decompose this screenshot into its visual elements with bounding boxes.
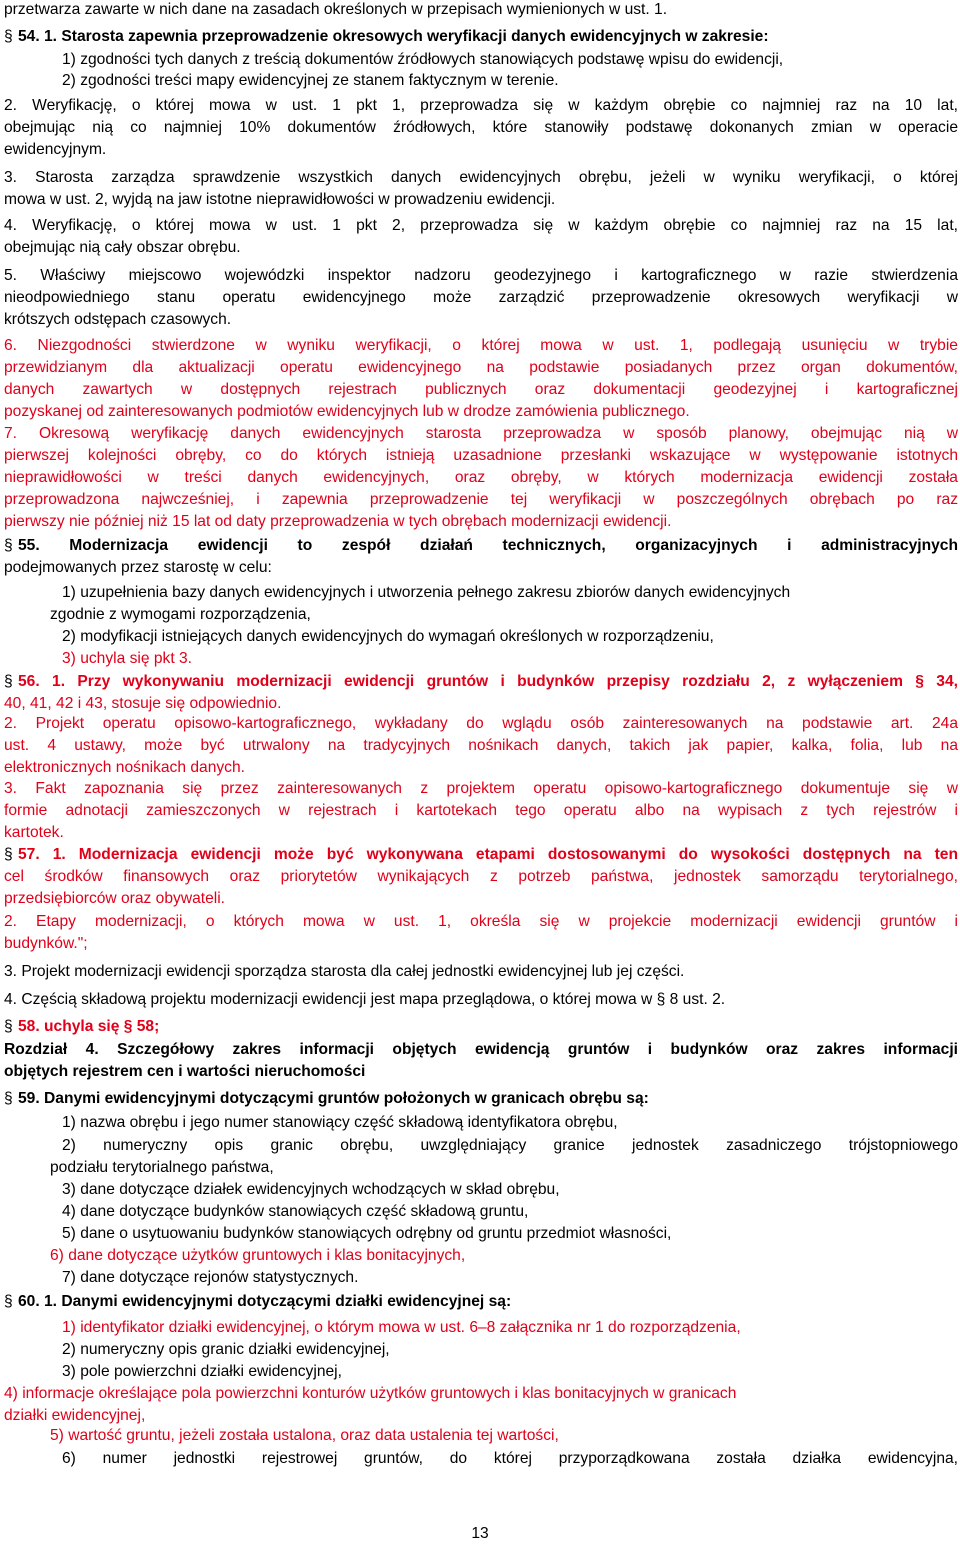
line-text: 2. Weryfikację, o której mowa w ust. 1 pkt 1, przeprowadza się w każdym obrębie co najmniej raz na 10 lat, bbox=[4, 97, 958, 114]
line-text: 3. Fakt zapoznania się przez zainteresowanych z projektem operatu opisowo-kartograficznego dokumentuje się w bbox=[4, 780, 958, 797]
line-text: 3) pole powierzchni działki ewidencyjnej, bbox=[62, 1363, 342, 1380]
line-text: 58. uchyla się § 58; bbox=[18, 1018, 160, 1035]
line-text: obejmując nią cały obszar obrębu. bbox=[4, 239, 241, 256]
line-text: 4. Częścią składową projektu modernizacji ewidencji jest mapa przeglądowa, o której mowa w § 8 ust. 2. bbox=[4, 991, 726, 1008]
line-text: przewidzianym dla aktualizacji operatu ewidencyjnego na podstawie posiadanych przez organ dokumentów, bbox=[4, 359, 958, 376]
text-line bbox=[62, 71, 958, 91]
text-line bbox=[4, 845, 958, 865]
line-text: 1) nazwa obrębu i jego numer stanowiący część składową identyfikatora obrębu, bbox=[62, 1114, 618, 1131]
text-line bbox=[4, 446, 958, 466]
text-line bbox=[4, 1062, 958, 1082]
line-text: 3) dane dotyczące działek ewidencyjnych wchodzących w skład obrębu, bbox=[62, 1181, 560, 1198]
line-text: obejmując nią co najmniej 10% dokumentów źródłowych, które stanowiły podstawę dokonanych zmian w operacie bbox=[4, 119, 958, 136]
line-text: 60. 1. Danymi ewidencyjnymi dotyczącymi działki ewidencyjnej są: bbox=[18, 1293, 512, 1310]
section-sign: § bbox=[4, 673, 13, 690]
line-text: przedsiębiorców oraz obywateli. bbox=[4, 890, 226, 907]
line-text: krótszych odstępach czasowych. bbox=[4, 311, 232, 328]
text-line bbox=[4, 27, 958, 47]
line-text: pierwszej kolejności obręby, co do których istnieją uzasadnione przesłanki wskazujące w występowanie istotnych bbox=[4, 447, 958, 464]
text-line bbox=[4, 990, 958, 1010]
section-sign: § bbox=[4, 1090, 13, 1107]
line-text: 1) uzupełnienia bazy danych ewidencyjnych i utworzenia pełnego zakresu zbiorów danych ewidencyjnych bbox=[62, 584, 791, 601]
line-text: działki ewidencyjnej, bbox=[4, 1407, 146, 1424]
text-line bbox=[4, 238, 958, 258]
text-line bbox=[4, 823, 958, 843]
text-line bbox=[50, 1426, 958, 1446]
text-line bbox=[4, 288, 958, 308]
text-line bbox=[62, 1136, 958, 1156]
page-number: 13 bbox=[471, 1525, 489, 1542]
text-line bbox=[62, 1340, 958, 1360]
text-line bbox=[4, 168, 958, 188]
line-text: 56. 1. Przy wykonywaniu modernizacji ewidencji gruntów i budynków przepisy rozdziału 2, z wyłączeniem § 34, bbox=[18, 673, 958, 690]
line-text: elektronicznych nośnikach danych. bbox=[4, 759, 245, 776]
text-line bbox=[50, 1246, 958, 1266]
line-text: ewidencyjnym. bbox=[4, 141, 107, 158]
text-line bbox=[4, 468, 958, 488]
section-sign: § bbox=[4, 1018, 13, 1035]
text-line bbox=[4, 266, 958, 286]
line-text: 59. Danymi ewidencyjnymi dotyczącymi gruntów położonych w granicach obrębu są: bbox=[18, 1090, 649, 1107]
line-text: 6. Niezgodności stwierdzone w wyniku weryfikacji, o której mowa w ust. 1, podlegają usunięciu w trybie bbox=[4, 337, 958, 354]
text-line bbox=[4, 714, 958, 734]
text-line bbox=[4, 962, 958, 982]
line-text: 2) modyfikacji istniejących danych ewidencyjnych do wymagań określonych w rozporządzeniu, bbox=[62, 628, 714, 645]
text-line bbox=[4, 758, 958, 778]
line-text: budynków."; bbox=[4, 935, 88, 952]
line-text: mowa w ust. 2, wyjdą na jaw istotne nieprawidłowości w prowadzeniu ewidencji. bbox=[4, 191, 556, 208]
section-sign: § bbox=[4, 28, 13, 45]
line-text: 55. Modernizacja ewidencji to zespół działań technicznych, organizacyjnych i administracyjnych bbox=[18, 537, 958, 554]
text-line bbox=[4, 380, 958, 400]
line-text: formie adnotacji zamieszczonych w rejestrach i kartotekach tego operatu albo na wypisach z tych rejestrów i bbox=[4, 802, 958, 819]
text-line bbox=[4, 912, 958, 932]
line-text: objętych rejestrem cen i wartości nieruchomości bbox=[4, 1063, 366, 1080]
text-line bbox=[62, 649, 958, 669]
line-text: podejmowanych przez starostę w celu: bbox=[4, 559, 272, 576]
text-line bbox=[62, 1449, 958, 1469]
line-text: nieprawidłowości w treści danych ewidencyjnych, oraz obręby, w których modernizacja ewidencji została bbox=[4, 469, 958, 486]
text-line bbox=[62, 1268, 958, 1288]
line-text: 40, 41, 42 i 43, stosuje się odpowiednio. bbox=[4, 695, 282, 712]
line-text: 4) informacje określające pola powierzchni konturów użytków gruntowych i klas bonitacyjnych w granicach bbox=[4, 1385, 737, 1402]
line-text: podziału terytorialnego państwa, bbox=[50, 1159, 274, 1176]
text-line bbox=[4, 1292, 958, 1312]
line-text: 7) dane dotyczące rejonów statystycznych. bbox=[62, 1269, 359, 1286]
line-text: 3. Projekt modernizacji ewidencji sporządza starosta dla całej jednostki ewidencyjnej lub jej części. bbox=[4, 963, 685, 980]
text-line bbox=[50, 1158, 958, 1178]
line-text: ust. 4 ustawy, może być utrwalony na tradycyjnych nośnikach danych, takich jak papier, kalka, folia, lub na bbox=[4, 737, 958, 754]
text-line bbox=[4, 672, 958, 692]
text-line bbox=[4, 536, 958, 556]
line-text: pozyskanej od zainteresowanych podmiotów ewidencyjnych lub w drodze zamówienia publicznego. bbox=[4, 403, 690, 420]
text-line bbox=[4, 1089, 958, 1109]
line-text: 4. Weryfikację, o której mowa w ust. 1 pkt 2, przeprowadza się w każdym obrębie co najmniej raz na 15 lat, bbox=[4, 217, 958, 234]
line-text: 2. Etapy modernizacji, o których mowa w ust. 1, określa się w projekcie modernizacji ewidencji gruntów i bbox=[4, 913, 958, 930]
text-line bbox=[62, 1362, 958, 1382]
text-line bbox=[4, 512, 958, 532]
text-line bbox=[4, 336, 958, 356]
text-line bbox=[4, 801, 958, 821]
text-line bbox=[62, 583, 958, 603]
line-text: 2) numeryczny opis granic obrębu, uwzględniający granice jednostek zasadniczego trójstopniowego bbox=[62, 1137, 958, 1154]
line-text: 4) dane dotyczące budynków stanowiących część składową gruntu, bbox=[62, 1203, 529, 1220]
text-line bbox=[4, 0, 958, 20]
line-text: kartotek. bbox=[4, 824, 64, 841]
text-line bbox=[4, 889, 958, 909]
line-text: 1) identyfikator działki ewidencyjnej, o którym mowa w ust. 6–8 załącznika nr 1 do rozporządzenia, bbox=[62, 1319, 741, 1336]
text-line bbox=[4, 216, 958, 236]
line-text: 5) dane o usytuowaniu budynków stanowiących odrębny od gruntu przedmiot własności, bbox=[62, 1225, 672, 1242]
text-line bbox=[50, 605, 958, 625]
text-line bbox=[4, 1017, 958, 1037]
text-line bbox=[62, 1224, 958, 1244]
line-text: przeprowadzona najwcześniej, i zapewnia przeprowadzenie tej weryfikacji w poszczególnych obrębach po raz bbox=[4, 491, 958, 508]
text-line bbox=[4, 694, 958, 714]
line-text: 1) zgodności tych danych z treścią dokumentów źródłowych stanowiących podstawę wpisu do ewidencji, bbox=[62, 51, 784, 68]
line-text: 2. Projekt operatu opisowo-kartograficznego, wykładany do wglądu osób zainteresowanych na podstawie art. 24a bbox=[4, 715, 958, 732]
text-line bbox=[4, 402, 958, 422]
text-line bbox=[4, 424, 958, 444]
line-text: cel środków finansowych oraz priorytetów wynikających z potrzeb państwa, jednostek samorządu terytorialnego, bbox=[4, 868, 958, 885]
line-text: 3. Starosta zarządza sprawdzenie wszystkich danych ewidencyjnych obrębu, jeżeli w wyniku weryfikacji, o której bbox=[4, 169, 958, 186]
line-text: Rozdział 4. Szczegółowy zakres informacji objętych ewidencją gruntów i budynków oraz zakres informacji bbox=[4, 1041, 958, 1058]
text-line bbox=[4, 358, 958, 378]
section-sign: § bbox=[4, 846, 13, 863]
text-line bbox=[62, 1113, 958, 1133]
text-line bbox=[4, 1040, 958, 1060]
line-text: 6) dane dotyczące użytków gruntowych i klas bonitacyjnych, bbox=[50, 1247, 466, 1264]
line-text: 3) uchyla się pkt 3. bbox=[62, 650, 193, 667]
text-line bbox=[62, 1180, 958, 1200]
line-text: 5) wartość gruntu, jeżeli została ustalona, oraz data ustalenia tej wartości, bbox=[50, 1427, 559, 1444]
line-text: 5. Właściwy miejscowo wojewódzki inspektor nadzoru geodezyjnego i kartograficznego w razie stwierdzenia bbox=[4, 267, 958, 284]
text-line bbox=[4, 867, 958, 887]
text-line bbox=[4, 934, 958, 954]
text-line bbox=[62, 1202, 958, 1222]
text-line bbox=[4, 140, 958, 160]
line-text: 2) zgodności treści mapy ewidencyjnej ze stanem faktycznym w terenie. bbox=[62, 72, 559, 89]
line-text: zgodnie z wymogami rozporządzenia, bbox=[50, 606, 311, 623]
line-text: nieodpowiedniego stanu operatu ewidencyjnego może zarządzić przeprowadzenie okresowych weryfikacji w bbox=[4, 289, 958, 306]
text-line bbox=[4, 1384, 958, 1404]
section-sign: § bbox=[4, 537, 13, 554]
text-line bbox=[4, 310, 958, 330]
text-line bbox=[4, 490, 958, 510]
text-line bbox=[4, 190, 958, 210]
text-line bbox=[62, 627, 958, 647]
line-text: 57. 1. Modernizacja ewidencji może być wykonywana etapami dostosowanymi do wysokości dostępnych na ten bbox=[18, 846, 958, 863]
line-text: danych zawartych w dostępnych rejestrach publicznych oraz dokumentacji geodezyjnej i kartograficznej bbox=[4, 381, 958, 398]
line-text: pierwszy nie później niż 15 lat od daty przeprowadzenia w tych obrębach modernizacji ewidencji. bbox=[4, 513, 672, 530]
text-line bbox=[4, 779, 958, 799]
text-line bbox=[62, 1318, 958, 1338]
text-line bbox=[4, 118, 958, 138]
text-line bbox=[4, 1406, 958, 1426]
line-text: 54. 1. Starosta zapewnia przeprowadzenie okresowych weryfikacji danych ewidencyjnych w zakresie: bbox=[18, 28, 769, 45]
text-line bbox=[4, 96, 958, 116]
line-text: 6) numer jednostki rejestrowej gruntów, do której przyporządkowana została działka ewidencyjna, bbox=[62, 1450, 958, 1467]
line-text: przetwarza zawarte w nich dane na zasadach określonych w przepisach wymienionych w ust. 1. bbox=[4, 1, 668, 18]
line-text: 2) numeryczny opis granic działki ewidencyjnej, bbox=[62, 1341, 390, 1358]
section-sign: § bbox=[4, 1293, 13, 1310]
line-text: 7. Okresową weryfikację danych ewidencyjnych starosta przeprowadza w sposób planowy, obejmując nią w bbox=[4, 425, 958, 442]
text-line bbox=[62, 50, 958, 70]
text-line bbox=[4, 558, 958, 578]
text-line bbox=[4, 736, 958, 756]
